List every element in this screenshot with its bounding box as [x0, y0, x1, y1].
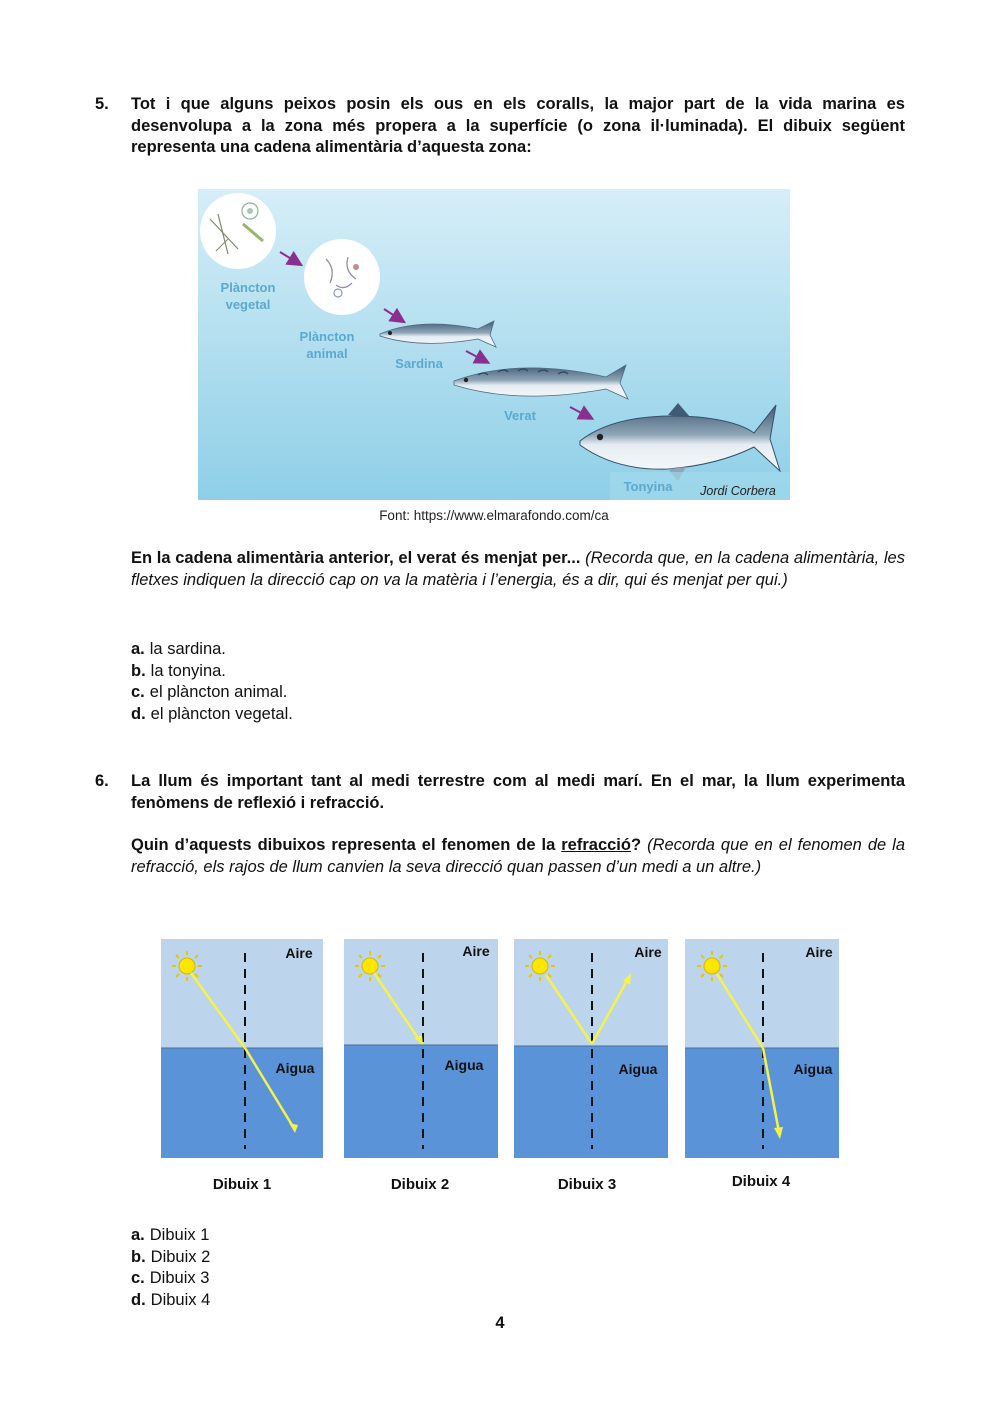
label-verat: Verat — [504, 408, 536, 423]
question-6-prompt-hint: (Recorda que en el fenomen de la refracció, els rajos de llum canvien la seva direcció quan passen d’un medi a un altre.) — [131, 836, 906, 876]
dibuix-1-diagram — [161, 939, 323, 1158]
svg-text:Aire: Aire — [462, 943, 490, 959]
question-5-prompt-hint: (Recorda que, en la cadena alimentària, les fletxes indiquen la direcció cap on va la matèria i l’energia, és a dir, qui és menjat per qui.) — [131, 549, 905, 589]
credit-text: Jordi Corbera — [700, 484, 776, 498]
svg-text:Aigua: Aigua — [275, 1060, 315, 1076]
food-chain-figure — [198, 189, 790, 500]
page-number: 4 — [495, 1314, 505, 1332]
option-6b[interactable]: b. Dibuix 2 — [131, 1247, 211, 1266]
question-6 — [95, 771, 905, 814]
question-5 — [95, 94, 905, 159]
label-plancton-vegetal-2: vegetal — [225, 297, 271, 312]
option-5a[interactable]: a. la sardina. — [131, 640, 226, 658]
label-plancton-animal-2: animal — [306, 346, 348, 361]
question-5-prompt-bold: En la cadena alimentària anterior, el verat és menjat per... — [131, 549, 581, 567]
dibuix-4-label: Dibuix 4 — [731, 1173, 791, 1190]
option-5c[interactable]: c. el plàncton animal. — [131, 683, 288, 701]
dibuix-1-label: Dibuix 1 — [212, 1176, 272, 1193]
dibuix-2-diagram — [344, 939, 498, 1158]
figure-source: Font: https://www.elmarafondo.com/ca — [379, 508, 609, 523]
label-tonyina: Tonyina — [623, 479, 673, 494]
svg-text:Aire: Aire — [285, 945, 313, 961]
svg-text:Aire: Aire — [634, 944, 662, 960]
question-6-number: 6. — [95, 772, 109, 790]
svg-text:Aigua: Aigua — [444, 1057, 484, 1073]
question-5-prompt — [131, 548, 905, 591]
svg-text:Aigua: Aigua — [793, 1061, 833, 1077]
question-6-prompt: Quin d’aquests dibuixos representa el fenomen de la refracció? (Recorda que en el fenomen de la refracció, els rajos de llum canvien la seva direcció quan passen d’un medi a un altre.) — [131, 836, 906, 876]
question-6-text: La llum és important tant al medi terrestre com al medi marí. En el mar, la llum experimenta fenòmens de reflexió i refracció. — [131, 772, 905, 812]
dibuix-3-label: Dibuix 3 — [557, 1176, 617, 1193]
svg-text:Aigua: Aigua — [618, 1061, 658, 1077]
label-plancton-vegetal-1: Plàncton — [220, 280, 276, 295]
option-6c[interactable]: c. Dibuix 3 — [131, 1269, 210, 1287]
question-6-options — [131, 1225, 210, 1311]
dibuix-3-diagram — [514, 939, 668, 1158]
option-5d[interactable]: d. el plàncton vegetal. — [131, 704, 293, 723]
option-6d[interactable]: d. Dibuix 4 — [131, 1290, 211, 1309]
plancton-vegetal-icon — [200, 193, 276, 269]
svg-text:Aire: Aire — [805, 944, 833, 960]
question-5-options — [131, 639, 293, 725]
refraccio-underlined: refracció — [561, 836, 631, 854]
dibuix-4-diagram — [685, 939, 839, 1158]
dibuix-2-label: Dibuix 2 — [390, 1176, 450, 1193]
plancton-animal-icon — [304, 239, 380, 315]
option-6a[interactable]: a. Dibuix 1 — [131, 1226, 210, 1244]
question-6-prompt-bold: Quin d’aquests dibuixos representa el fenomen de la — [131, 836, 556, 854]
option-5b[interactable]: b. la tonyina. — [131, 661, 226, 680]
label-plancton-animal-1: Plàncton — [299, 329, 355, 344]
label-sardina: Sardina — [395, 356, 443, 371]
question-5-text: Tot i que alguns peixos posin els ous en els coralls, la major part de la vida marina es desenvolupa a la zona més propera a la superfície (o zona il·luminada). El dibuix següent representa una cadena alimentària d’aquesta zona: — [131, 95, 905, 156]
question-5-number: 5. — [95, 95, 109, 113]
